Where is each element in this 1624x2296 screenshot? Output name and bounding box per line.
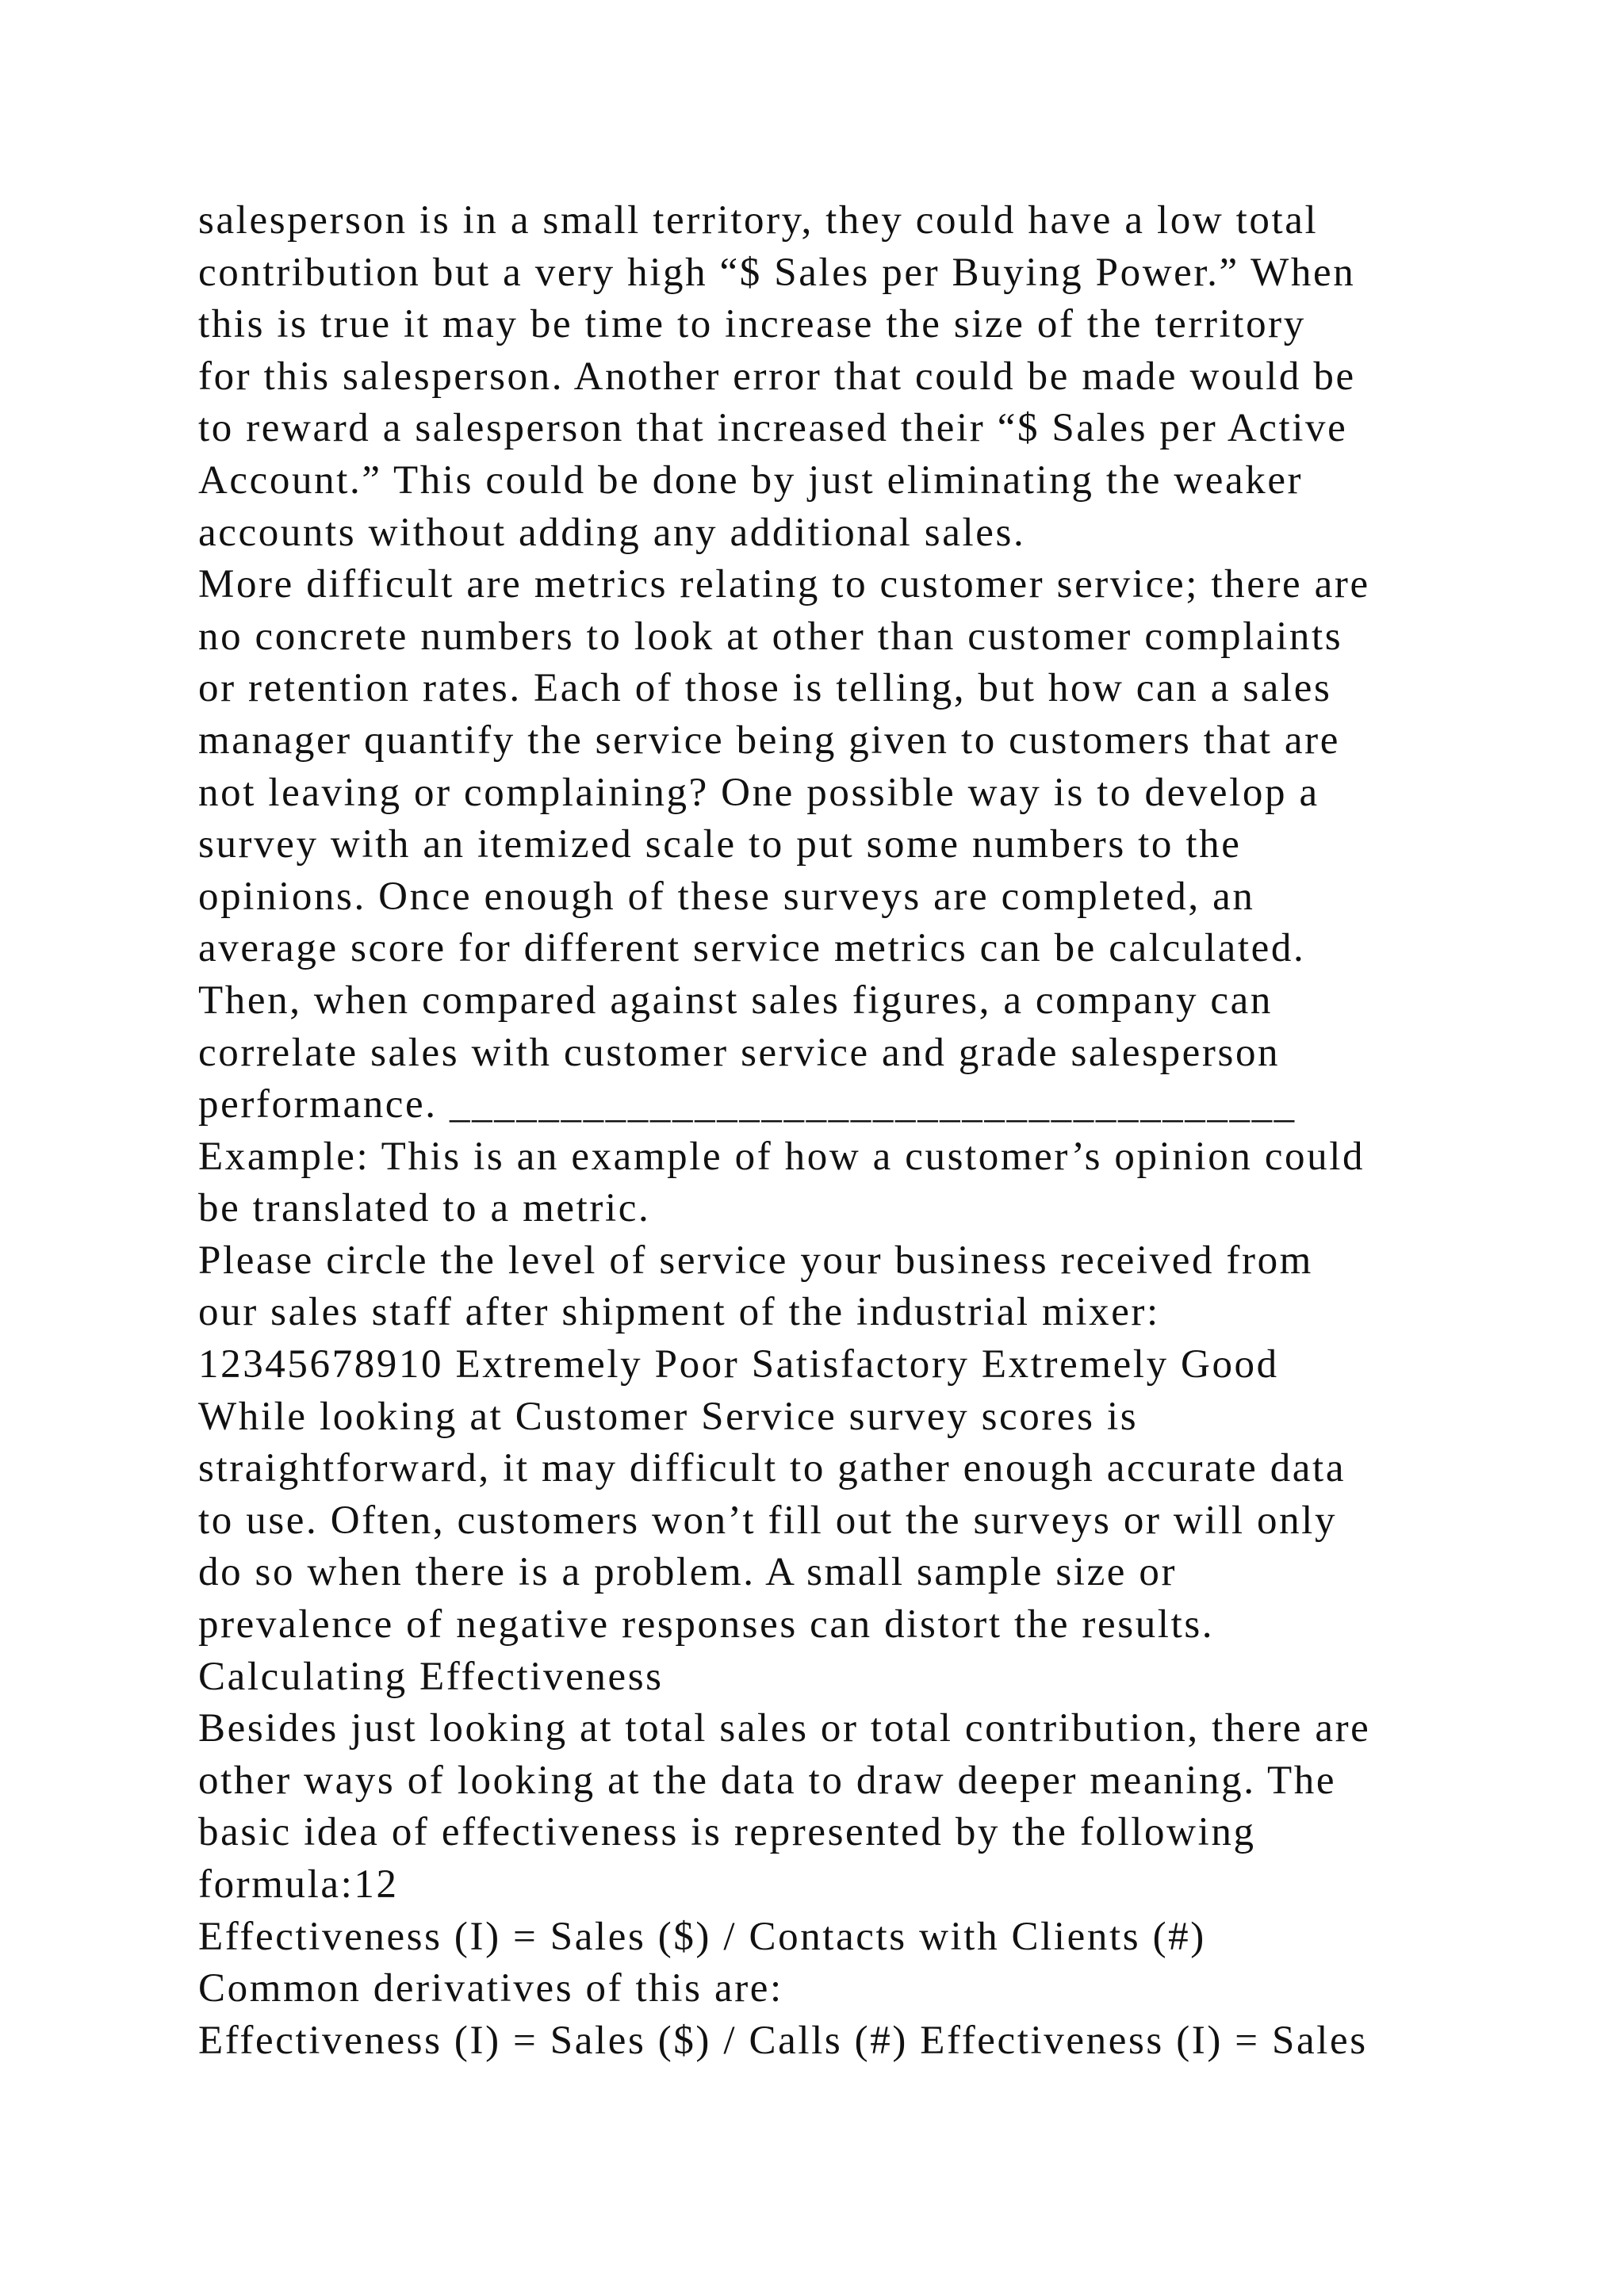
text-line: average score for different service metrics can be calculated. (198, 926, 1306, 971)
formula-line: Effectiveness (I) = Sales ($) / Calls (#) Effectiveness (I) = Sales (198, 2018, 1368, 2063)
text-line: straightforward, it may difficult to gather enough accurate data (198, 1446, 1346, 1491)
text-line: no concrete numbers to look at other than customer complaints (198, 614, 1343, 659)
text-line: basic idea of effectiveness is represented by the following (198, 1810, 1256, 1855)
text-line: performance. ______________________________________ (198, 1082, 1297, 1127)
text-line: formula:12 (198, 1862, 399, 1907)
text-line: survey with an itemized scale to put some numbers to the (198, 822, 1242, 867)
text-line: this is true it may be time to increase the size of the territory (198, 302, 1306, 347)
text-line: manager quantify the service being given to customers that are (198, 718, 1340, 763)
text-line: to reward a salesperson that increased their “$ Sales per Active (198, 406, 1348, 451)
text-line: for this salesperson. Another error that could be made would be (198, 354, 1356, 399)
text-line: 12345678910 Extremely Poor Satisfactory Extremely Good (198, 1342, 1279, 1387)
text-line: opinions. Once enough of these surveys are completed, an (198, 874, 1255, 919)
text-line: other ways of looking at the data to draw deeper meaning. The (198, 1758, 1337, 1803)
text-line: Besides just looking at total sales or total contribution, there are (198, 1706, 1371, 1751)
text-line: Then, when compared against sales figures, a company can (198, 978, 1273, 1023)
text-line: Common derivatives of this are: (198, 1966, 783, 2011)
text-line: More difficult are metrics relating to customer service; there are (198, 562, 1370, 607)
text-line: prevalence of negative responses can distort the results. (198, 1602, 1215, 1647)
text-line: While looking at Customer Service survey scores is (198, 1394, 1139, 1439)
text-line: Example: This is an example of how a customer’s opinion could (198, 1134, 1365, 1179)
text-line: salesperson is in a small territory, they could have a low total (198, 198, 1319, 243)
text-line: Please circle the level of service your business received from (198, 1238, 1313, 1283)
text-line: correlate sales with customer service and grade salesperson (198, 1030, 1281, 1075)
text-line: contribution but a very high “$ Sales per Buying Power.” When (198, 250, 1356, 295)
text-line: our sales staff after shipment of the industrial mixer: (198, 1290, 1160, 1335)
text-line: do so when there is a problem. A small sample size or (198, 1550, 1178, 1595)
text-line: not leaving or complaining? One possible way is to develop a (198, 770, 1320, 815)
section-heading: Calculating Effectiveness (198, 1654, 664, 1699)
text-line: accounts without adding any additional sales. (198, 510, 1026, 555)
text-line: or retention rates. Each of those is telling, but how can a sales (198, 666, 1332, 711)
document-body (198, 195, 1467, 2067)
text-line: Account.” This could be done by just eliminating the weaker (198, 457, 1304, 503)
text-line: be translated to a metric. (198, 1186, 651, 1231)
formula-line: Effectiveness (I) = Sales ($) / Contacts with Clients (#) (198, 1914, 1206, 1959)
text-line: to use. Often, customers won’t fill out the surveys or will only (198, 1498, 1338, 1543)
